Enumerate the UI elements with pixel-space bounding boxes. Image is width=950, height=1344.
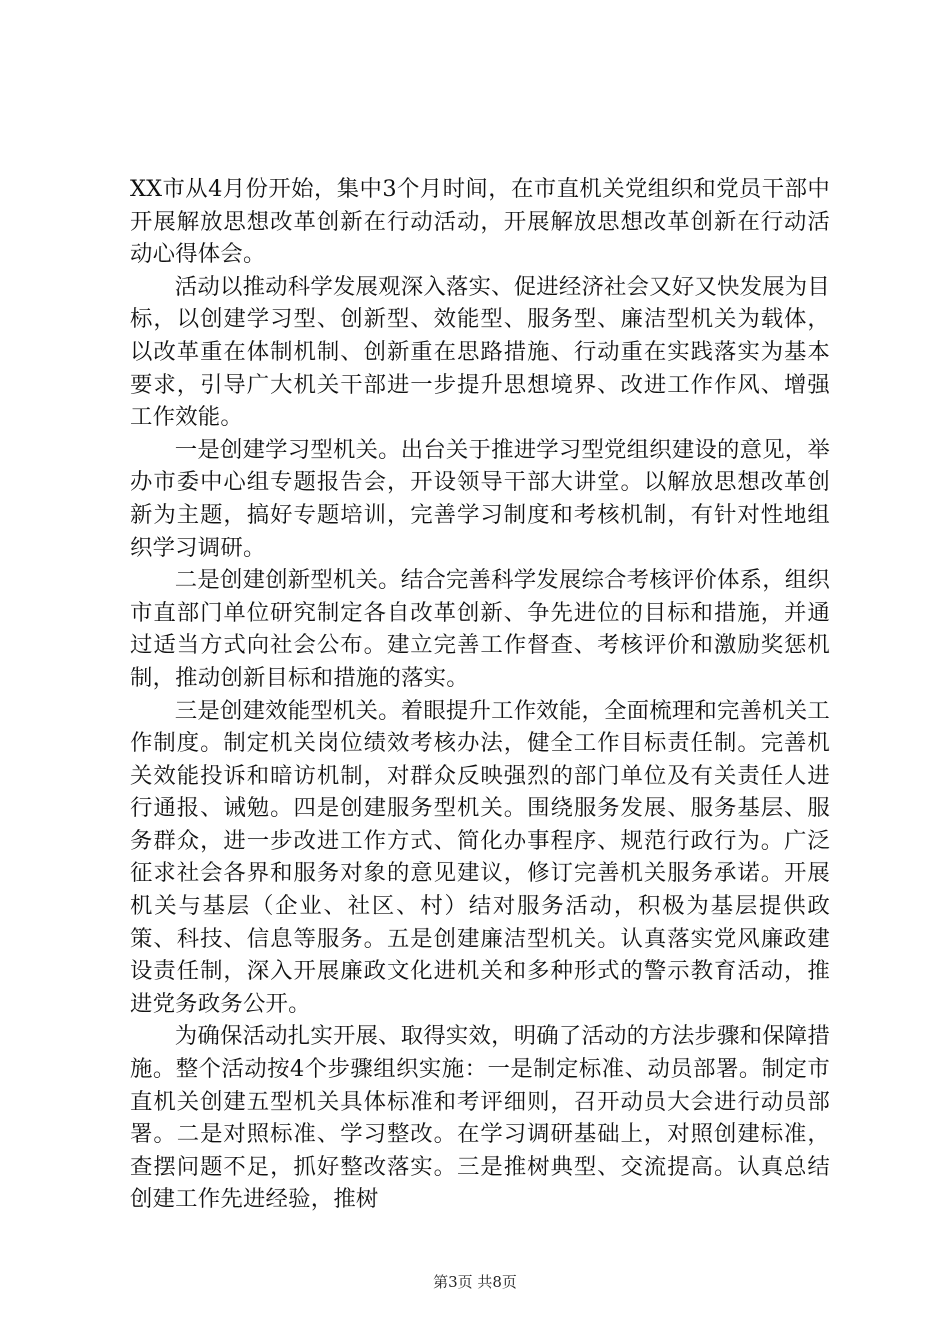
paragraph-goals: 活动以推动科学发展观深入落实、促进经济社会又好又快发展为目标，以创建学习型、创新型、效能型、服务型、廉洁型机关为载体，以改革重在体制机制、创新重在思路措施、行动重在实践落实为基本要求，引导广大机关干部进一步提升思想境界、改进工作作风、增强工作效能。 [130, 273, 830, 431]
paragraph-innovative-organ: 二是创建创新型机关。结合完善科学发展综合考核评价体系，组织市直部门单位研究制定各自改革创新、争先进位的目标和措施，并通过适当方式向社会公布。建立完善工作督查、考核评价和激励奖惩机制，推动创新目标和措施的落实。 [130, 567, 830, 691]
paragraph-learning-organ: 一是创建学习型机关。出台关于推进学习型党组织建设的意见，举办市委中心组专题报告会，开设领导干部大讲堂。以解放思想改革创新为主题，搞好专题培训，完善学习制度和考核机制，有针对性地组织学习调研。 [130, 436, 830, 561]
paragraph-intro: XX市从4月份开始，集中3个月时间，在市直机关党组织和党员干部中开展解放思想改革创新在行动活动，开展解放思想改革创新在行动活动心得体会。 [130, 176, 830, 268]
page-number-footer: 第3页 共8页 [433, 1273, 517, 1291]
paragraph-implementation-steps: 为确保活动扎实开展、取得实效，明确了活动的方法步骤和保障措施。整个活动按4个步骤组织实施：一是制定标准、动员部署。制定市直机关创建五型机关具体标准和考评细则，召开动员大会进行动员部署。二是对照标准、学习整改。在学习调研基础上，对照创建标准，查摆问题不足，抓好整改落实。三是推树典型、交流提高。认真总结创建工作先进经验，推树 [130, 1023, 830, 1213]
document-body [130, 173, 830, 1216]
paragraph-efficiency-service-clean-organ: 三是创建效能型机关。着眼提升工作效能，全面梳理和完善机关工作制度。制定机关岗位绩效考核办法，健全工作目标责任制。完善机关效能投诉和暗访机制，对群众反映强烈的部门单位及有关责任人进行通报、诫勉。四是创建服务型机关。围绕服务发展、服务基层、服务群众，进一步改进工作方式、简化办事程序、规范行政行为。广泛征求社会各界和服务对象的意见建议，修订完善机关服务承诺。开展机关与基层（企业、社区、村）结对服务活动，积极为基层提供政策、科技、信息等服务。五是创建廉洁型机关。认真落实党风廉政建设责任制，深入开展廉政文化进机关和多种形式的警示教育活动，推进党务政务公开。 [130, 697, 830, 1017]
